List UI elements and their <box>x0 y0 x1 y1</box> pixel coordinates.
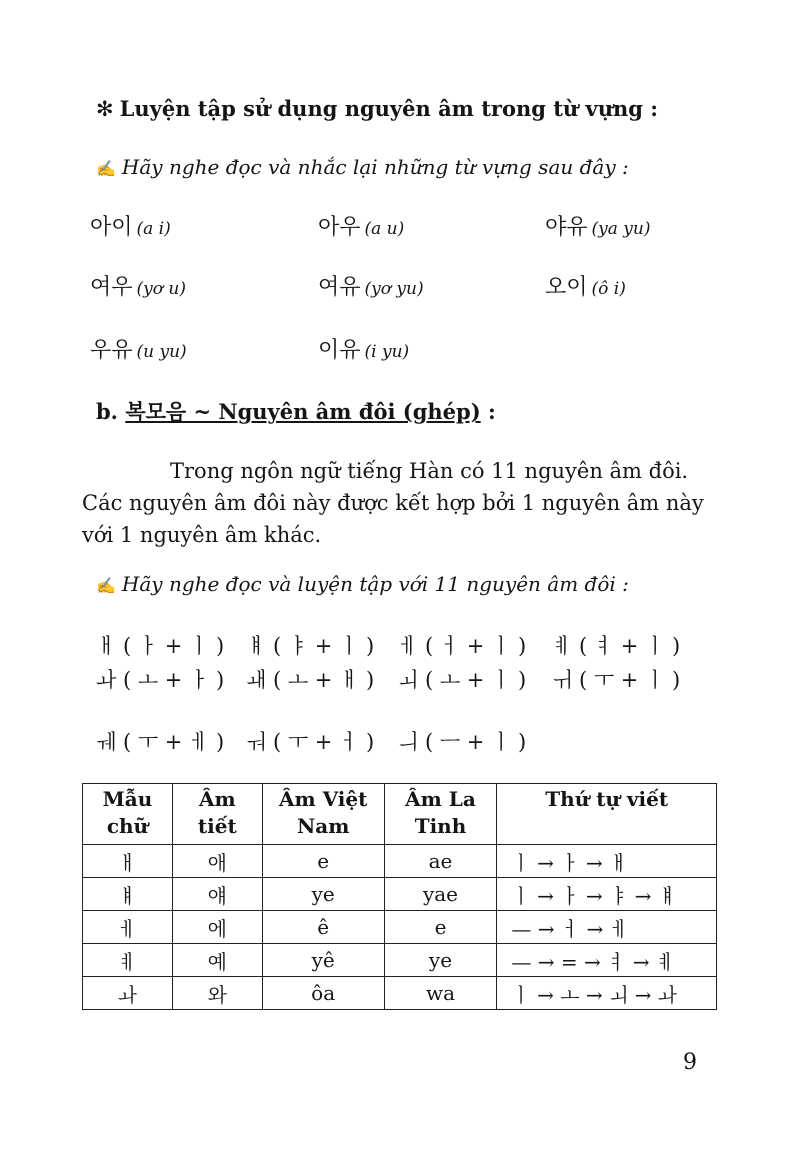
cell-latin: ae <box>384 845 497 878</box>
page-number: 9 <box>683 1050 697 1075</box>
writing-hand-icon: ✍ <box>96 159 116 178</box>
cell-stroke-order: ㅣ → ㅏ → ㅐ <box>497 845 717 878</box>
vowel-combination: ㅐ ( ㅏ + ㅣ ) <box>96 634 225 658</box>
vowel-combination: ㅢ ( ㅡ + ㅣ ) <box>398 730 527 754</box>
header-letter: Mẫu chữ <box>83 784 173 845</box>
cell-letter: ㅔ <box>83 911 173 944</box>
cell-latin: ye <box>384 944 497 977</box>
cell-syllable: 에 <box>172 911 262 944</box>
table-row <box>83 911 717 944</box>
header-syllable: Âm tiết <box>172 784 262 845</box>
header-stroke-order: Thứ tự viết <box>497 784 717 845</box>
subsection-title: b. 복모음 ~ Nguyên âm đôi (ghép) : <box>96 399 496 424</box>
cell-vietnamese: ôa <box>262 977 384 1010</box>
table-row <box>83 944 717 977</box>
cell-latin: wa <box>384 977 497 1010</box>
intro-paragraph: Trong ngôn ngữ tiếng Hàn có 11 nguyên âm đôi. Các nguyên âm đôi này được kết hợp bởi 1 nguyên âm này với 1 nguyên âm khác. <box>82 459 704 547</box>
word-item: 아우 (a u) <box>318 215 405 240</box>
cell-syllable: 예 <box>172 944 262 977</box>
word-item: 아이 (a i) <box>90 215 171 240</box>
vowel-combination: ㅟ ( ㅜ + ㅣ ) <box>552 668 681 692</box>
table-header-row <box>83 784 717 845</box>
cell-vietnamese: ê <box>262 911 384 944</box>
cell-stroke-order: ㅣ → ㅗ → ㅚ → ㅘ <box>497 977 717 1010</box>
cell-stroke-order: — → = → ㅕ → ㅖ <box>497 944 717 977</box>
cell-letter: ㅖ <box>83 944 173 977</box>
vowel-combination: ㅚ ( ㅗ + ㅣ ) <box>398 668 527 692</box>
word-item: 우유 (u yu) <box>90 338 187 363</box>
cell-vietnamese: ye <box>262 878 384 911</box>
cell-letter: ㅘ <box>83 977 173 1010</box>
section-title: ✻ Luyện tập sử dụng nguyên âm trong từ vựng : <box>96 96 659 121</box>
word-item: 여유 (yơ yu) <box>318 275 424 300</box>
vowel-combination: ㅖ ( ㅕ + ㅣ ) <box>552 634 681 658</box>
table-row <box>83 977 717 1010</box>
header-vietnamese: Âm Việt Nam <box>262 784 384 845</box>
cell-stroke-order: — → ㅓ → ㅔ <box>497 911 717 944</box>
cell-letter: ㅒ <box>83 878 173 911</box>
word-item: 이유 (i yu) <box>318 338 410 363</box>
cell-syllable: 애 <box>172 845 262 878</box>
table-row <box>83 845 717 878</box>
table-row <box>83 878 717 911</box>
cell-syllable: 와 <box>172 977 262 1010</box>
cell-stroke-order: ㅣ → ㅏ → ㅑ → ㅒ <box>497 878 717 911</box>
cell-syllable: 얘 <box>172 878 262 911</box>
vowel-combination: ㅙ ( ㅗ + ㅐ ) <box>246 668 375 692</box>
cell-vietnamese: yê <box>262 944 384 977</box>
asterisk-icon: ✻ <box>96 97 114 121</box>
cell-vietnamese: e <box>262 845 384 878</box>
cell-latin: e <box>384 911 497 944</box>
cell-latin: yae <box>384 878 497 911</box>
vowel-combination: ㅔ ( ㅓ + ㅣ ) <box>398 634 527 658</box>
listen-instruction-1: ✍ Hãy nghe đọc và nhắc lại những từ vựng sau đây : <box>96 155 629 179</box>
cell-letter: ㅐ <box>83 845 173 878</box>
header-latin: Âm La Tinh <box>384 784 497 845</box>
vowel-combination: ㅝ ( ㅜ + ㅓ ) <box>246 730 375 754</box>
vowel-table <box>82 783 717 1010</box>
vowel-combination: ㅘ ( ㅗ + ㅏ ) <box>96 668 225 692</box>
vowel-combination: ㅒ ( ㅑ + ㅣ ) <box>246 634 375 658</box>
writing-hand-icon: ✍ <box>96 576 116 595</box>
listen-instruction-2: ✍ Hãy nghe đọc và luyện tập với 11 nguyên âm đôi : <box>96 572 629 596</box>
word-item: 여우 (yơ u) <box>90 275 186 300</box>
vowel-combination: ㅞ ( ㅜ + ㅔ ) <box>96 730 225 754</box>
word-item: 야유 (ya yu) <box>545 215 651 240</box>
word-item: 오이 (ô i) <box>545 275 626 300</box>
